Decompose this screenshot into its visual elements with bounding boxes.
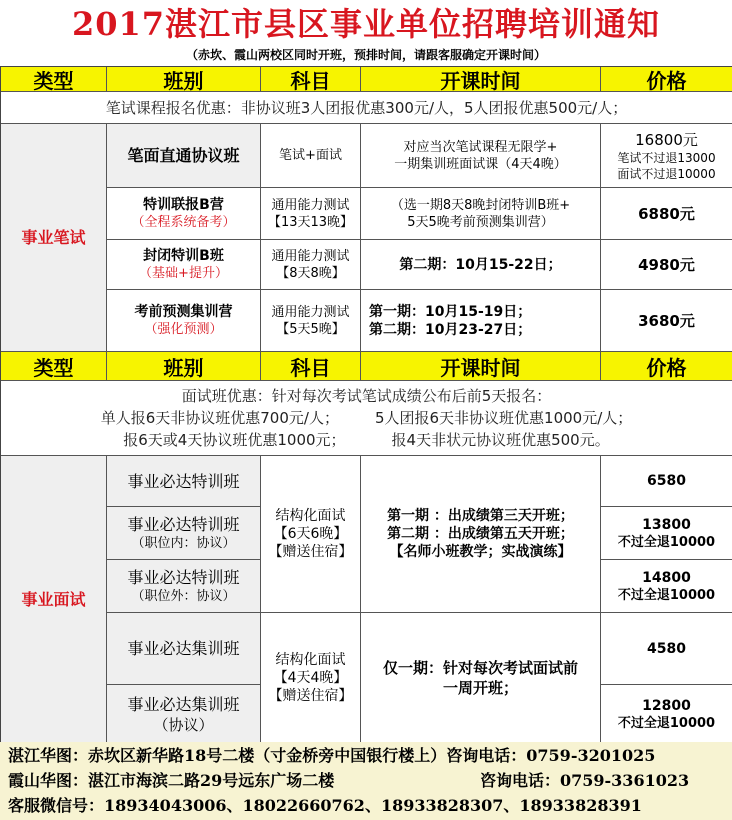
header-price: 价格 <box>601 67 732 92</box>
subject-line: 【13天13晚】 <box>267 214 354 230</box>
written-row-1-name <box>107 124 261 188</box>
interview-row-4-name <box>107 613 261 685</box>
promo-line: 报6天或4天协议班优惠1000元； <box>123 431 346 449</box>
interview-type-cell <box>1 456 107 743</box>
interview-group-1-schedule <box>361 456 601 613</box>
written-row-4-schedule <box>361 290 601 352</box>
class-name: 特训联报B营 <box>143 197 224 213</box>
subject-line: 笔试+面试 <box>279 148 342 163</box>
subject-line: 结构化面试 <box>275 508 346 524</box>
branch-address: 湛江市海滨二路29号远东广场二楼 <box>88 771 335 790</box>
written-type-label: 事业笔试 <box>21 228 86 247</box>
written-row-3-subject <box>261 240 361 290</box>
interview-row-5-name <box>107 685 261 743</box>
wechat-ids: 18934043006、18022660762、18933828307、18933828391 <box>104 796 642 815</box>
subject-line: 通用能力测试 <box>271 248 350 264</box>
header-subject-2: 科目 <box>261 352 361 381</box>
subject-line: 【赠送住宿】 <box>268 544 353 560</box>
wechat-label: 客服微信号： <box>8 796 105 815</box>
schedule-line: 仅一期：针对每次考试面试前 <box>382 659 578 677</box>
header-class: 班别 <box>107 67 261 92</box>
written-row-1-subject <box>261 124 361 188</box>
footer-line-2 <box>8 769 724 793</box>
schedule-line: 第二期：10月15-22日； <box>399 256 562 273</box>
price-main: 4980元 <box>638 255 695 274</box>
written-promo: 笔试课程报名优惠：非协议班3人团报优惠300元/人，5人团报优惠500元/人； <box>1 92 732 124</box>
written-type-cell <box>1 124 107 352</box>
subject-line: 结构化面试 <box>275 652 346 668</box>
schedule-line: 一周开班； <box>442 679 518 697</box>
header-price-2: 价格 <box>601 352 732 381</box>
branch-label: 湛江华图： <box>8 746 89 765</box>
written-row-2-subject <box>261 188 361 240</box>
price-main: 12800 <box>642 697 691 714</box>
interview-row-3-name <box>107 560 261 613</box>
page-title: 2017湛江市县区事业单位招聘培训通知 <box>71 5 661 43</box>
class-sub: （职位外：协议） <box>131 589 236 604</box>
written-row-4-subject <box>261 290 361 352</box>
class-name: 事业必达特训班 <box>127 568 240 587</box>
promo-line-group <box>101 407 633 429</box>
price-note: 面试不过退10000 <box>617 166 716 181</box>
schedule-line: 第一期：10月15-19日； <box>369 303 532 320</box>
class-name: 事业必达特训班 <box>127 515 240 534</box>
page-subtitle: （赤坎、霞山两校区同时开班，预排时间，请跟客服确定开课时间） <box>185 48 546 62</box>
subject-line: 【4天4晚】 <box>273 670 348 686</box>
branch-label: 霞山华图： <box>8 771 89 790</box>
interview-group-2-schedule <box>361 613 601 743</box>
interview-row-1-name <box>107 456 261 507</box>
schedule-line: 第二期 ：出成绩第五天开班； <box>387 526 574 542</box>
written-row-3-schedule <box>361 240 601 290</box>
class-name: 考前预测集训营 <box>134 304 233 320</box>
interview-row-1-price <box>601 456 732 507</box>
subject-line: 【6天6晚】 <box>273 526 348 542</box>
class-name: 笔面直通协议班 <box>127 146 240 165</box>
subject-line: 通用能力测试 <box>271 197 350 213</box>
written-row-2-name <box>107 188 261 240</box>
interview-row-5-price <box>601 685 732 743</box>
interview-group-1-subject <box>261 456 361 613</box>
footer-line-3 <box>8 794 642 818</box>
class-sub: （职位内：协议） <box>131 536 236 551</box>
written-row-4-name <box>107 290 261 352</box>
price-note: 不过全退10000 <box>617 715 716 731</box>
promo-line: 5人团报6天非协议班优惠1000元/人； <box>374 409 633 427</box>
subject-line: 【8天8晚】 <box>276 265 345 281</box>
schedule-line: 【名师小班教学；实战演练】 <box>389 544 572 560</box>
class-name: 封闭特训B班 <box>143 248 224 264</box>
course-table <box>0 66 732 742</box>
interview-group-2-subject <box>261 613 361 743</box>
branch-phone: 咨询电话：0759-3361023 <box>480 771 690 790</box>
header-schedule-2: 开课时间 <box>361 352 601 381</box>
written-row-1-price <box>601 124 732 188</box>
class-sub: （协议） <box>153 715 214 734</box>
price-note: 不过全退10000 <box>617 587 716 603</box>
schedule-line: 对应当次笔试课程无限学+ <box>403 139 558 155</box>
price-main: 16800元 <box>635 130 698 149</box>
interview-promo <box>1 381 732 456</box>
written-row-2-price <box>601 188 732 240</box>
interview-type-label: 事业面试 <box>21 590 86 609</box>
schedule-line: 第一期 ：出成绩第三天开班； <box>387 508 574 524</box>
price-main: 13800 <box>642 516 691 533</box>
header-schedule: 开课时间 <box>361 67 601 92</box>
promo-line: 面试班优惠：针对每次考试笔试成绩公布后前5天报名： <box>181 387 552 405</box>
header-type-2: 类型 <box>1 352 107 381</box>
written-row-2-schedule <box>361 188 601 240</box>
class-sub: （强化预测） <box>144 322 223 337</box>
footer-line-1 <box>8 744 655 768</box>
interview-row-2-name <box>107 507 261 560</box>
promo-line-group <box>123 429 609 451</box>
class-name: 事业必达集训班 <box>127 694 240 714</box>
header-type: 类型 <box>1 67 107 92</box>
footer-contact <box>0 742 732 820</box>
header-subject: 科目 <box>261 67 361 92</box>
price-main: 4580 <box>647 640 686 657</box>
class-name: 事业必达特训班 <box>127 471 240 491</box>
promo-line: 单人报6天非协议班优惠700元/人； <box>100 409 339 427</box>
interview-row-3-price <box>601 560 732 613</box>
class-sub: （基础+提升） <box>139 266 228 281</box>
schedule-line: 5天5晚考前预测集训营） <box>407 214 554 230</box>
branch-address: 赤坎区新华路18号二楼（寸金桥旁中国银行楼上）咨询电话：0759-3201025 <box>88 746 656 765</box>
header-class-2: 班别 <box>107 352 261 381</box>
promo-line: 报4天非状元协议班优惠500元。 <box>391 431 610 449</box>
class-sub: （全程系统备考） <box>131 215 236 230</box>
price-main: 6580 <box>647 473 686 489</box>
schedule-line: 第二期：10月23-27日； <box>369 321 532 338</box>
schedule-line: （选一期8天8晚封闭特训B班+ <box>390 197 571 213</box>
written-row-3-price <box>601 240 732 290</box>
written-row-4-price <box>601 290 732 352</box>
schedule-line: 一期集训班面试课（4天4晚） <box>394 156 567 172</box>
price-main: 3680元 <box>638 311 695 330</box>
price-main: 6880元 <box>638 204 695 223</box>
price-main: 14800 <box>642 569 691 586</box>
interview-row-2-price <box>601 507 732 560</box>
written-row-3-name <box>107 240 261 290</box>
subject-line: 【赠送住宿】 <box>268 688 353 704</box>
written-row-1-schedule <box>361 124 601 188</box>
price-note: 不过全退10000 <box>617 534 716 550</box>
subject-line: 通用能力测试 <box>271 304 350 320</box>
subject-line: 【5天5晚】 <box>276 321 345 337</box>
class-name: 事业必达集训班 <box>127 639 240 658</box>
price-note: 笔试不过退13000 <box>617 150 716 165</box>
interview-row-4-price <box>601 613 732 685</box>
